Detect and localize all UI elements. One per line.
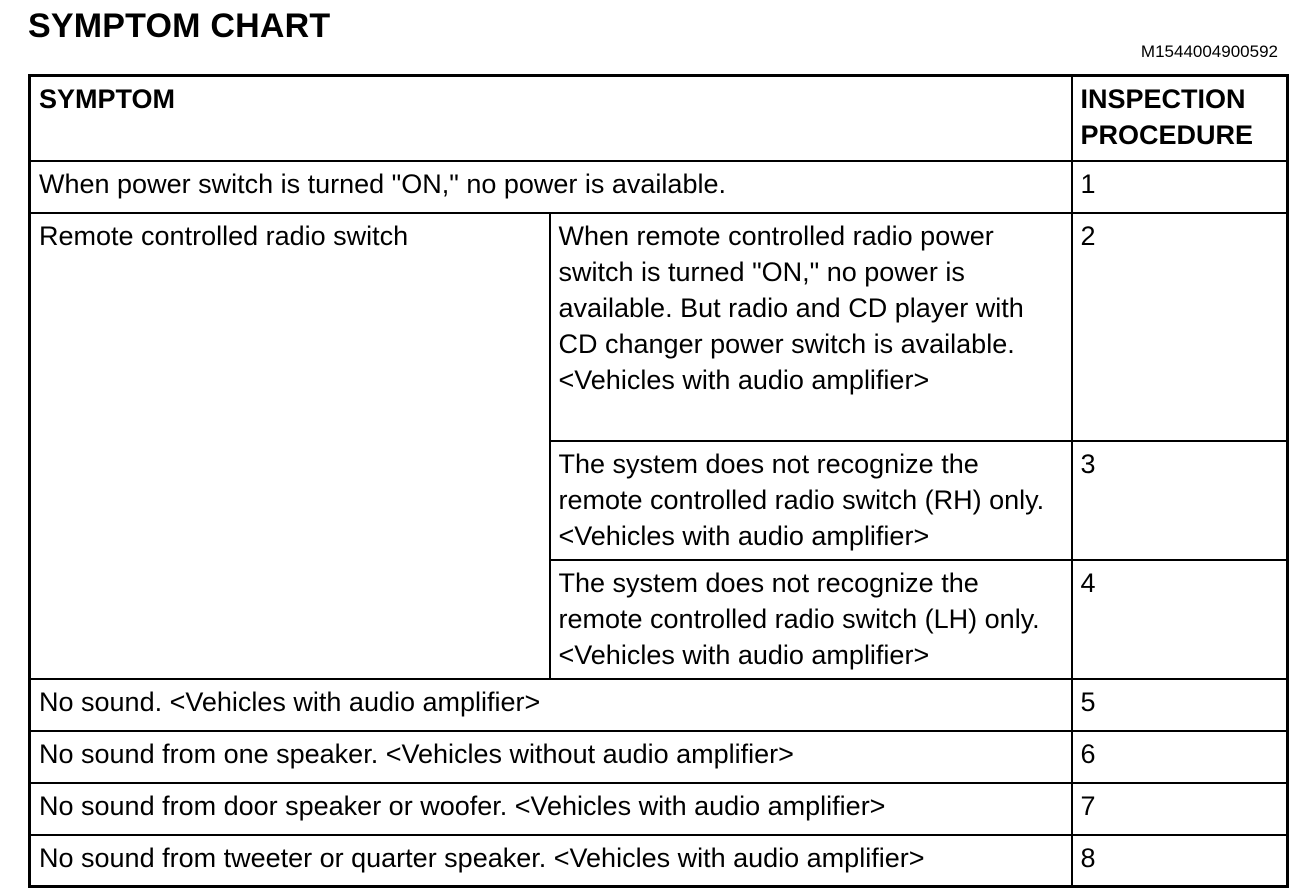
table-row	[30, 679, 1288, 731]
table-row	[30, 731, 1288, 783]
procedure-cell: 6	[1072, 731, 1288, 783]
table-row	[30, 783, 1288, 835]
symptom-cell: When power switch is turned "ON," no power is available.	[30, 161, 1072, 213]
procedure-cell: 1	[1072, 161, 1288, 213]
procedure-cell: 2	[1072, 213, 1288, 441]
table-row	[30, 213, 1288, 441]
symptom-cell: No sound. <Vehicles with audio amplifier>	[30, 679, 1072, 731]
procedure-cell: 7	[1072, 783, 1288, 835]
symptom-group-cell: Remote controlled radio switch	[30, 213, 550, 679]
procedure-cell: 3	[1072, 441, 1288, 560]
procedure-cell: 8	[1072, 835, 1288, 887]
procedure-cell: 5	[1072, 679, 1288, 731]
header-symptom: SYMPTOM	[30, 76, 1072, 161]
header-inspection-procedure: INSPECTION PROCEDURE	[1072, 76, 1288, 161]
page-title: SYMPTOM CHART	[28, 7, 331, 45]
table-row	[30, 161, 1288, 213]
symptom-cell: No sound from one speaker. <Vehicles without audio amplifier>	[30, 731, 1072, 783]
symptom-cell: No sound from door speaker or woofer. <Vehicles with audio amplifier>	[30, 783, 1072, 835]
symptom-detail-cell: The system does not recognize the remote controlled radio switch (RH) only. <Vehicles with audio amplifier>	[550, 441, 1072, 560]
symptom-detail-cell: When remote controlled radio power switch is turned "ON," no power is available. But radio and CD player with CD changer power switch is available. <Vehicles with audio amplifier>	[550, 213, 1072, 441]
procedure-cell: 4	[1072, 560, 1288, 679]
table-header-row	[30, 76, 1288, 161]
symptom-chart-table	[28, 74, 1289, 888]
symptom-cell: No sound from tweeter or quarter speaker. <Vehicles with audio amplifier>	[30, 835, 1072, 887]
document-id: M1544004900592	[1140, 42, 1278, 61]
table-row	[30, 835, 1288, 887]
symptom-detail-cell: The system does not recognize the remote controlled radio switch (LH) only. <Vehicles with audio amplifier>	[550, 560, 1072, 679]
